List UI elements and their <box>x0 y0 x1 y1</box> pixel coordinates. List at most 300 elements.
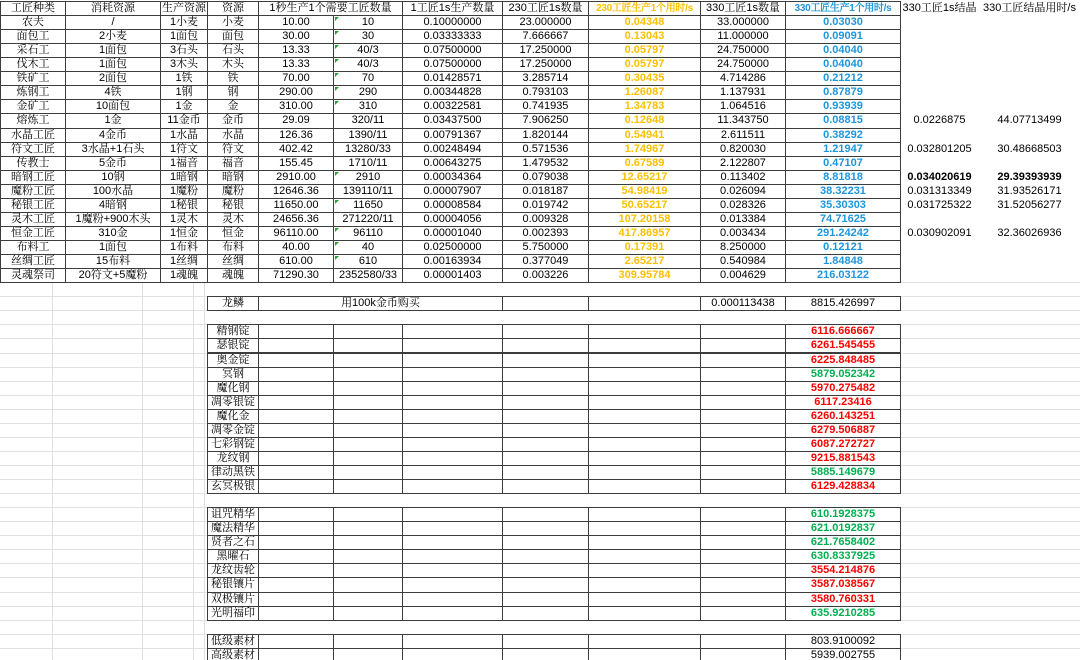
cell[interactable] <box>402 535 503 550</box>
cell[interactable] <box>700 367 786 382</box>
cell-330-rate[interactable]: 2.122807 <box>700 156 786 171</box>
cell-230-time[interactable]: 1.26087 <box>588 85 701 100</box>
cell-230-rate[interactable]: 17.250000 <box>502 43 589 58</box>
cell-230-time[interactable]: 0.05797 <box>588 43 701 58</box>
consumed-resource[interactable]: 2面包 <box>65 71 161 86</box>
cell-per-worker-rate[interactable]: 0.00034364 <box>402 170 503 185</box>
cell[interactable] <box>333 479 403 494</box>
cell-330-time[interactable]: 38.32231 <box>785 184 901 199</box>
consumed-resource[interactable]: 4金币 <box>65 128 161 143</box>
column-header[interactable]: 330工匠生产1个用时/s <box>785 1 901 16</box>
cell-330-time[interactable]: 1.84848 <box>785 254 901 269</box>
cell[interactable] <box>700 507 786 522</box>
item-name[interactable]: 凋零银锭 <box>207 395 259 410</box>
cell-230-rate[interactable]: 17.250000 <box>502 57 589 72</box>
cell-per-worker-rate[interactable]: 0.02500000 <box>402 240 503 255</box>
cell-330-crystal[interactable]: 0.030902091 <box>907 226 972 239</box>
cell-workers-needed-fraction[interactable]: 271220/11 <box>333 212 403 227</box>
cell[interactable] <box>700 606 786 621</box>
cell-workers-needed[interactable]: 40.00 <box>258 240 334 255</box>
craftsman-name[interactable]: 符文工匠 <box>0 142 66 157</box>
cell[interactable] <box>402 437 503 452</box>
cell[interactable] <box>502 479 589 494</box>
cell-230-rate[interactable]: 1.479532 <box>502 156 589 171</box>
item-name[interactable]: 精钢锭 <box>207 324 259 339</box>
craftsman-name[interactable]: 灵魂祭司 <box>0 268 66 283</box>
cell[interactable] <box>588 577 701 592</box>
cell[interactable] <box>402 592 503 607</box>
cell-workers-needed[interactable]: 310.00 <box>258 99 334 114</box>
cell[interactable] <box>333 381 403 396</box>
cell[interactable] <box>402 409 503 424</box>
cell-workers-needed-fraction[interactable]: 70 <box>333 71 403 86</box>
column-header[interactable]: 1工匠1s生产数量 <box>402 1 503 16</box>
cell[interactable] <box>402 395 503 410</box>
resource-name[interactable]: 面包 <box>207 29 259 44</box>
column-header[interactable]: 1秒生产1个需要工匠数量 <box>258 1 403 16</box>
cell-workers-needed-fraction[interactable]: 1390/11 <box>333 128 403 143</box>
cell[interactable] <box>588 479 701 494</box>
cell[interactable] <box>333 563 403 578</box>
consumed-resource[interactable]: 1魔粉+900木头 <box>65 212 161 227</box>
cell[interactable] <box>502 535 589 550</box>
consumed-resource[interactable]: 10钢 <box>65 170 161 185</box>
cell-330-rate[interactable]: 0.013384 <box>700 212 786 227</box>
cell-230-time[interactable]: 12.65217 <box>588 170 701 185</box>
produced-resource[interactable]: 1钢 <box>160 85 208 100</box>
cell-230-time[interactable]: 0.17391 <box>588 240 701 255</box>
cell[interactable] <box>258 367 334 382</box>
cell[interactable] <box>402 479 503 494</box>
cell-workers-needed[interactable]: 13.33 <box>258 43 334 58</box>
column-header[interactable]: 330工匠1s数量 <box>700 1 786 16</box>
cell-workers-needed[interactable]: 11650.00 <box>258 198 334 213</box>
cell-workers-needed[interactable]: 402.42 <box>258 142 334 157</box>
item-name[interactable]: 魔化金 <box>207 409 259 424</box>
cell[interactable] <box>258 423 334 438</box>
item-name[interactable]: 双极镶片 <box>207 592 259 607</box>
item-value[interactable]: 6117.23416 <box>785 395 901 410</box>
cell[interactable] <box>258 353 334 368</box>
cell-330-time[interactable]: 0.09091 <box>785 29 901 44</box>
cell-230-rate[interactable]: 0.571536 <box>502 142 589 157</box>
cell-330-time[interactable]: 8.81818 <box>785 170 901 185</box>
cell[interactable] <box>258 577 334 592</box>
cell-330-rate[interactable]: 0.004629 <box>700 268 786 283</box>
craftsman-col-header[interactable]: 生产资源 <box>160 1 208 16</box>
cell[interactable] <box>333 535 403 550</box>
cell-230-time[interactable]: 107.20158 <box>588 212 701 227</box>
cell[interactable] <box>402 648 503 660</box>
cell[interactable] <box>588 338 701 353</box>
item-name[interactable]: 玄冥极银 <box>207 479 259 494</box>
consumed-resource[interactable]: 3水晶+1石头 <box>65 142 161 157</box>
cell-workers-needed-fraction[interactable]: 11650 <box>333 198 403 213</box>
craftsman-name[interactable]: 布料工 <box>0 240 66 255</box>
cell-workers-needed[interactable]: 2910.00 <box>258 170 334 185</box>
cell-workers-needed-fraction[interactable]: 320/11 <box>333 113 403 128</box>
item-value[interactable]: 3580.760331 <box>785 592 901 607</box>
produced-resource[interactable]: 3石头 <box>160 43 208 58</box>
cell[interactable] <box>502 423 589 438</box>
cell[interactable] <box>588 521 701 536</box>
cell[interactable] <box>588 507 701 522</box>
item-name[interactable]: 七彩钢锭 <box>207 437 259 452</box>
cell-per-worker-rate[interactable]: 0.07500000 <box>402 43 503 58</box>
cell-330-time[interactable]: 0.21212 <box>785 71 901 86</box>
cell[interactable] <box>402 634 503 649</box>
cell[interactable] <box>700 324 786 339</box>
cell-230-time[interactable]: 2.65217 <box>588 254 701 269</box>
cell[interactable] <box>700 381 786 396</box>
item-name[interactable]: 黑曜石 <box>207 549 259 564</box>
craftsman-name[interactable]: 炼钢工 <box>0 85 66 100</box>
cell-workers-needed[interactable]: 290.00 <box>258 85 334 100</box>
cell[interactable] <box>700 451 786 466</box>
cell[interactable] <box>333 437 403 452</box>
item-name[interactable]: 律动黑铁 <box>207 465 259 480</box>
cell[interactable] <box>258 451 334 466</box>
item-name[interactable]: 龙纹钢 <box>207 451 259 466</box>
cell[interactable] <box>258 507 334 522</box>
craftsman-name[interactable]: 铁矿工 <box>0 71 66 86</box>
cell[interactable] <box>700 338 786 353</box>
cell-230-rate[interactable]: 3.285714 <box>502 71 589 86</box>
cell-per-worker-rate[interactable]: 0.00248494 <box>402 142 503 157</box>
item-value[interactable]: 6087.272727 <box>785 437 901 452</box>
cell[interactable] <box>333 577 403 592</box>
cell[interactable] <box>258 479 334 494</box>
produced-resource[interactable]: 1灵木 <box>160 212 208 227</box>
resource-name[interactable]: 龙鳞 <box>207 296 259 311</box>
cell-230-rate[interactable]: 23.000000 <box>502 15 589 30</box>
cell-330-rate[interactable]: 0.028326 <box>700 198 786 213</box>
cell-workers-needed[interactable]: 71290.30 <box>258 268 334 283</box>
cell-330-crystal[interactable]: 0.034020619 <box>907 170 972 183</box>
resource-name[interactable]: 石头 <box>207 43 259 58</box>
cell-330-rate[interactable]: 11.000000 <box>700 29 786 44</box>
cell-330-rate[interactable]: 4.714286 <box>700 71 786 86</box>
cell-workers-needed-fraction[interactable]: 96110 <box>333 226 403 241</box>
cell[interactable] <box>333 549 403 564</box>
cell[interactable] <box>258 437 334 452</box>
cell-330-time[interactable]: 1.21947 <box>785 142 901 157</box>
item-value[interactable]: 610.1928375 <box>785 507 901 522</box>
cell-330-time[interactable]: 35.30303 <box>785 198 901 213</box>
cell[interactable] <box>588 606 701 621</box>
cell[interactable] <box>402 606 503 621</box>
cell[interactable] <box>402 451 503 466</box>
cell-workers-needed-fraction[interactable]: 139110/11 <box>333 184 403 199</box>
craftsman-name[interactable]: 魔粉工匠 <box>0 184 66 199</box>
item-value[interactable]: 6279.506887 <box>785 423 901 438</box>
cell-330-time[interactable]: 0.08815 <box>785 113 901 128</box>
cell-workers-needed-fraction[interactable]: 1710/11 <box>333 156 403 171</box>
item-value[interactable]: 621.7658402 <box>785 535 901 550</box>
cell-230-time[interactable]: 1.74967 <box>588 142 701 157</box>
consumed-resource[interactable]: 1面包 <box>65 57 161 72</box>
cell-230-rate[interactable]: 0.003226 <box>502 268 589 283</box>
cell-330-rate[interactable]: 11.343750 <box>700 113 786 128</box>
craftsman-col-header[interactable]: 工匠种类 <box>0 1 66 16</box>
cell-workers-needed[interactable]: 30.00 <box>258 29 334 44</box>
consumed-resource[interactable]: 1面包 <box>65 43 161 58</box>
cell[interactable] <box>700 423 786 438</box>
cell[interactable] <box>588 367 701 382</box>
produced-resource[interactable]: 1小麦 <box>160 15 208 30</box>
cell-230-time[interactable]: 0.67589 <box>588 156 701 171</box>
item-name[interactable]: 低级素材 <box>207 634 259 649</box>
cell[interactable] <box>502 409 589 424</box>
cell[interactable] <box>588 549 701 564</box>
cell[interactable] <box>502 395 589 410</box>
item-value[interactable]: 3554.214876 <box>785 563 901 578</box>
cell[interactable] <box>700 648 786 660</box>
produced-resource[interactable]: 1布料 <box>160 240 208 255</box>
item-value[interactable]: 5970.275482 <box>785 381 901 396</box>
resource-name[interactable]: 铁 <box>207 71 259 86</box>
consumed-resource[interactable]: 20符文+5魔粉 <box>65 268 161 283</box>
cell[interactable] <box>333 634 403 649</box>
cell[interactable] <box>502 521 589 536</box>
item-value[interactable]: 6129.428834 <box>785 479 901 494</box>
produced-resource[interactable]: 1魔粉 <box>160 184 208 199</box>
cell-per-worker-rate[interactable]: 0.00008584 <box>402 198 503 213</box>
cell[interactable] <box>700 634 786 649</box>
cell-230-time[interactable]: 0.30435 <box>588 71 701 86</box>
consumed-resource[interactable]: 10面包 <box>65 99 161 114</box>
cell[interactable] <box>502 465 589 480</box>
cell-330-crystal-time[interactable]: 44.07713499 <box>997 114 1062 127</box>
cell[interactable] <box>588 296 701 311</box>
cell-330-crystal[interactable]: 0.0226875 <box>913 114 966 127</box>
cell[interactable] <box>333 451 403 466</box>
cell-230-rate[interactable]: 5.750000 <box>502 240 589 255</box>
item-name[interactable]: 瑟银锭 <box>207 338 259 353</box>
cell-per-worker-rate[interactable]: 0.03437500 <box>402 113 503 128</box>
item-value[interactable]: 6116.666667 <box>785 324 901 339</box>
item-value[interactable]: 9215.881543 <box>785 451 901 466</box>
cell[interactable] <box>588 437 701 452</box>
item-name[interactable]: 高级素材 <box>207 648 259 660</box>
item-name[interactable]: 龙纹齿轮 <box>207 563 259 578</box>
cell-workers-needed-fraction[interactable]: 610 <box>333 254 403 269</box>
resource-name[interactable]: 暗钢 <box>207 170 259 185</box>
cell[interactable] <box>402 367 503 382</box>
cell[interactable] <box>258 535 334 550</box>
craftsman-name[interactable]: 丝绸工匠 <box>0 254 66 269</box>
item-value[interactable]: 630.8337925 <box>785 549 901 564</box>
cell[interactable] <box>700 521 786 536</box>
cell[interactable] <box>700 395 786 410</box>
cell-workers-needed-fraction[interactable]: 310 <box>333 99 403 114</box>
cell-per-worker-rate[interactable]: 0.03333333 <box>402 29 503 44</box>
item-name[interactable]: 魔法精华 <box>207 521 259 536</box>
item-name[interactable]: 秘银镶片 <box>207 577 259 592</box>
cell-workers-needed[interactable]: 24656.36 <box>258 212 334 227</box>
cell[interactable] <box>588 648 701 660</box>
craftsman-name[interactable]: 农夫 <box>0 15 66 30</box>
cell[interactable] <box>402 324 503 339</box>
cell-230-rate[interactable]: 0.009328 <box>502 212 589 227</box>
cell[interactable] <box>258 563 334 578</box>
consumed-resource[interactable]: / <box>65 15 161 30</box>
item-name[interactable]: 诅咒精华 <box>207 507 259 522</box>
resource-name[interactable]: 丝绸 <box>207 254 259 269</box>
cell-330-rate[interactable]: 33.000000 <box>700 15 786 30</box>
cell-330-crystal-time[interactable]: 31.52056277 <box>997 198 1062 211</box>
cell[interactable] <box>700 409 786 424</box>
cell-330-time[interactable]: 8815.426997 <box>785 296 901 311</box>
consumed-resource[interactable]: 15布料 <box>65 254 161 269</box>
cell-230-time[interactable]: 54.98419 <box>588 184 701 199</box>
cell-330-rate[interactable]: 0.540984 <box>700 254 786 269</box>
cell[interactable] <box>402 563 503 578</box>
produced-resource[interactable]: 1恒金 <box>160 226 208 241</box>
cell[interactable] <box>333 395 403 410</box>
item-value[interactable]: 6260.143251 <box>785 409 901 424</box>
cell-330-time[interactable]: 0.12121 <box>785 240 901 255</box>
cell[interactable] <box>333 592 403 607</box>
consumed-resource[interactable]: 310金 <box>65 226 161 241</box>
consumed-resource[interactable]: 4铁 <box>65 85 161 100</box>
cell[interactable] <box>333 338 403 353</box>
cell-330-rate[interactable]: 2.611511 <box>700 128 786 143</box>
cell-per-worker-rate[interactable]: 0.00791367 <box>402 128 503 143</box>
item-value[interactable]: 803.9100092 <box>785 634 901 649</box>
cell-230-time[interactable]: 417.86957 <box>588 226 701 241</box>
cell-330-time[interactable]: 0.04040 <box>785 57 901 72</box>
cell-330-crystal[interactable]: 0.031725322 <box>907 198 972 211</box>
cell[interactable] <box>258 409 334 424</box>
cell[interactable] <box>333 409 403 424</box>
cell-workers-needed-fraction[interactable]: 40/3 <box>333 57 403 72</box>
item-value[interactable]: 5939.002755 <box>785 648 901 660</box>
cell-230-time[interactable]: 309.95784 <box>588 268 701 283</box>
cell-230-time[interactable]: 50.65217 <box>588 198 701 213</box>
cell[interactable] <box>333 423 403 438</box>
cell[interactable] <box>502 324 589 339</box>
cell-330-rate[interactable]: 8.250000 <box>700 240 786 255</box>
resource-name[interactable]: 木头 <box>207 57 259 72</box>
consumed-resource[interactable]: 1金 <box>65 113 161 128</box>
cell-230-rate[interactable]: 0.377049 <box>502 254 589 269</box>
produced-resource[interactable]: 1水晶 <box>160 128 208 143</box>
resource-name[interactable]: 钢 <box>207 85 259 100</box>
cell[interactable] <box>700 563 786 578</box>
cell-330-crystal-time[interactable]: 30.48668503 <box>997 142 1062 155</box>
cell[interactable] <box>700 465 786 480</box>
cell[interactable] <box>502 451 589 466</box>
cell[interactable] <box>258 634 334 649</box>
cell-330-time[interactable]: 0.38292 <box>785 128 901 143</box>
resource-name[interactable]: 小麦 <box>207 15 259 30</box>
cell-230-rate[interactable]: 1.820144 <box>502 128 589 143</box>
cell-230-rate[interactable]: 0.793103 <box>502 85 589 100</box>
cell[interactable] <box>333 521 403 536</box>
item-value[interactable]: 635.9210285 <box>785 606 901 621</box>
resource-name[interactable]: 符文 <box>207 142 259 157</box>
resource-name[interactable]: 水晶 <box>207 128 259 143</box>
cell[interactable] <box>588 409 701 424</box>
cell[interactable] <box>502 549 589 564</box>
consumed-resource[interactable]: 4暗钢 <box>65 198 161 213</box>
produced-resource[interactable]: 1魂魄 <box>160 268 208 283</box>
cell-workers-needed[interactable]: 610.00 <box>258 254 334 269</box>
cell[interactable] <box>588 395 701 410</box>
cell[interactable] <box>700 577 786 592</box>
cell-330-time[interactable]: 0.87879 <box>785 85 901 100</box>
cell[interactable] <box>588 451 701 466</box>
cell-230-time[interactable]: 1.34783 <box>588 99 701 114</box>
cell[interactable] <box>402 465 503 480</box>
cell-230-rate[interactable]: 7.666667 <box>502 29 589 44</box>
cell[interactable] <box>700 535 786 550</box>
cell-230-rate[interactable]: 7.906250 <box>502 113 589 128</box>
cell-workers-needed-fraction[interactable]: 2910 <box>333 170 403 185</box>
craftsman-name[interactable]: 秘银工匠 <box>0 198 66 213</box>
cell[interactable] <box>258 324 334 339</box>
column-header[interactable]: 230工匠生产1个用时/s <box>588 1 701 16</box>
cell[interactable] <box>333 507 403 522</box>
cell[interactable] <box>333 606 403 621</box>
cell-330-rate[interactable]: 1.064516 <box>700 99 786 114</box>
cell-330-crystal-time[interactable]: 31.93526171 <box>997 184 1062 197</box>
cell[interactable] <box>502 592 589 607</box>
cell[interactable] <box>333 648 403 660</box>
cell-330-rate[interactable]: 0.113402 <box>700 170 786 185</box>
cell-purchase-note[interactable]: 用100k金币购买 <box>258 296 503 311</box>
cell[interactable] <box>588 381 701 396</box>
cell[interactable] <box>402 423 503 438</box>
cell[interactable] <box>700 437 786 452</box>
produced-resource[interactable]: 1铁 <box>160 71 208 86</box>
consumed-resource[interactable]: 100水晶 <box>65 184 161 199</box>
cell-330-rate[interactable]: 0.000113438 <box>700 296 786 311</box>
produced-resource[interactable]: 1秘银 <box>160 198 208 213</box>
craftsman-name[interactable]: 传教士 <box>0 156 66 171</box>
cell-workers-needed-fraction[interactable]: 40/3 <box>333 43 403 58</box>
cell[interactable] <box>333 367 403 382</box>
cell-workers-needed[interactable]: 13.33 <box>258 57 334 72</box>
consumed-resource[interactable]: 5金币 <box>65 156 161 171</box>
item-name[interactable]: 凋零金锭 <box>207 423 259 438</box>
cell-230-time[interactable]: 0.12648 <box>588 113 701 128</box>
cell-workers-needed-fraction[interactable]: 290 <box>333 85 403 100</box>
cell[interactable] <box>258 521 334 536</box>
cell[interactable] <box>502 381 589 396</box>
cell-330-time[interactable]: 74.71625 <box>785 212 901 227</box>
cell[interactable] <box>588 563 701 578</box>
item-value[interactable]: 5879.052342 <box>785 367 901 382</box>
cell[interactable] <box>588 423 701 438</box>
cell-per-worker-rate[interactable]: 0.01428571 <box>402 71 503 86</box>
resource-name[interactable]: 金币 <box>207 113 259 128</box>
resource-name[interactable]: 布料 <box>207 240 259 255</box>
resource-name[interactable]: 恒金 <box>207 226 259 241</box>
cell[interactable] <box>333 353 403 368</box>
cell-330-rate[interactable]: 0.003434 <box>700 226 786 241</box>
cell[interactable] <box>588 465 701 480</box>
produced-resource[interactable]: 11金币 <box>160 113 208 128</box>
cell[interactable] <box>502 563 589 578</box>
resource-name[interactable]: 福音 <box>207 156 259 171</box>
produced-resource[interactable]: 1面包 <box>160 29 208 44</box>
cell-workers-needed[interactable]: 155.45 <box>258 156 334 171</box>
cell-per-worker-rate[interactable]: 0.10000000 <box>402 15 503 30</box>
cell-per-worker-rate[interactable]: 0.00007907 <box>402 184 503 199</box>
cell-per-worker-rate[interactable]: 0.00163934 <box>402 254 503 269</box>
